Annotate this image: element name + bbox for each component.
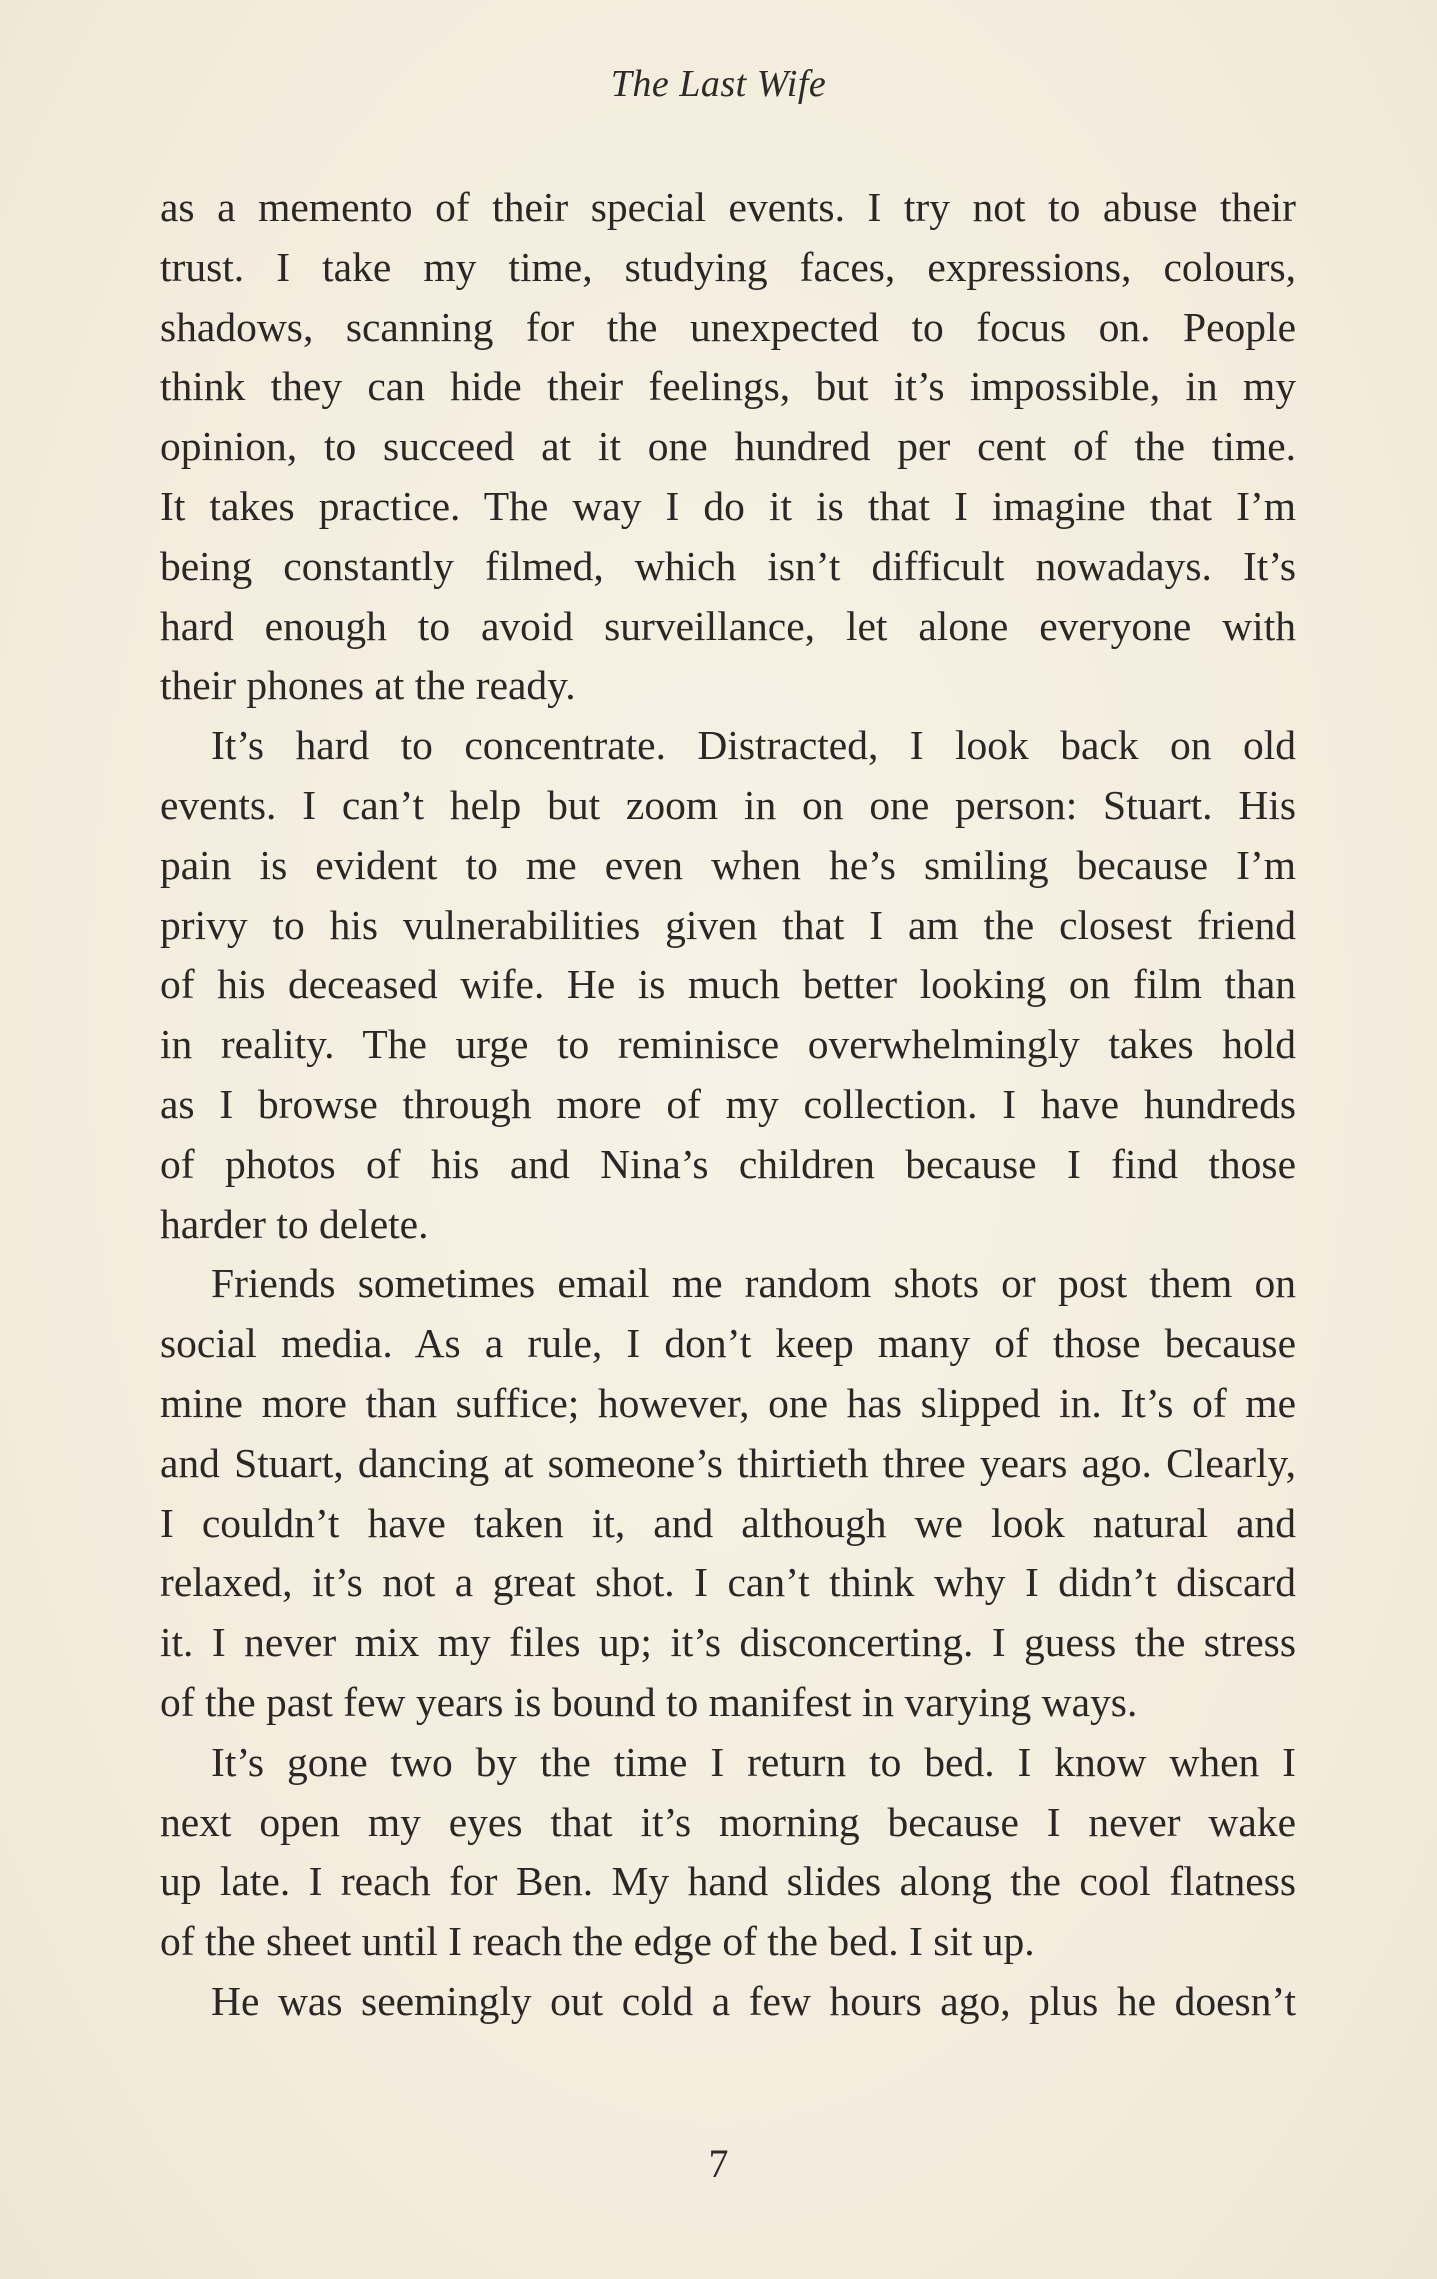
text-line: of the sheet until I reach the edge of the bed. I sit up.	[160, 1918, 1035, 1965]
text-line: of his deceased wife. He is much better looking on film than	[160, 961, 1296, 1008]
text-line: next open my eyes that it’s morning because I never wake	[160, 1798, 1296, 1845]
text-line: I couldn’t have taken it, and although we look natural and	[160, 1499, 1296, 1546]
text-line: in reality. The urge to reminisce overwhelmingly takes hold	[160, 1021, 1296, 1068]
paragraph-5	[160, 1972, 1296, 2032]
text-line: hard enough to avoid surveillance, let alone everyone with	[160, 602, 1296, 649]
text-line: their phones at the ready.	[160, 662, 576, 709]
text-line: relaxed, it’s not a great shot. I can’t think why I didn’t discard	[160, 1559, 1296, 1606]
text-line: It’s hard to concentrate. Distracted, I look back on old	[211, 722, 1296, 769]
text-line: privy to his vulnerabilities given that I am the closest friend	[160, 901, 1296, 948]
text-line: pain is evident to me even when he’s smiling because I’m	[160, 841, 1296, 888]
text-line: It’s gone two by the time I return to bed. I know when I	[211, 1738, 1296, 1785]
text-line: events. I can’t help but zoom in on one person: Stuart. His	[160, 781, 1296, 828]
text-line: He was seemingly out cold a few hours ago, plus he doesn’t	[211, 1977, 1296, 2024]
text-line: being constantly filmed, which isn’t difficult nowadays. It’s	[160, 542, 1296, 589]
text-line: it. I never mix my files up; it’s disconcerting. I guess the stress	[160, 1619, 1296, 1666]
paragraph-3	[160, 1254, 1296, 1732]
text-line: shadows, scanning for the unexpected to focus on. People	[160, 303, 1296, 350]
text-line: of the past few years is bound to manifest in varying ways.	[160, 1678, 1138, 1725]
running-head: The Last Wife	[610, 63, 827, 105]
text-line: harder to delete.	[160, 1200, 429, 1247]
text-line: opinion, to succeed at it one hundred per cent of the time.	[160, 423, 1296, 470]
text-line: think they can hide their feelings, but it’s impossible, in my	[160, 363, 1296, 410]
text-line: as I browse through more of my collection. I have hundreds	[160, 1080, 1296, 1127]
text-line: social media. As a rule, I don’t keep many of those because	[160, 1320, 1296, 1367]
paragraph-2	[160, 716, 1296, 1254]
paragraph-1	[160, 178, 1296, 716]
text-line: trust. I take my time, studying faces, expressions, colours,	[160, 243, 1296, 290]
text-line: Friends sometimes email me random shots or post them on	[211, 1260, 1296, 1307]
text-line: of photos of his and Nina’s children because I find those	[160, 1140, 1296, 1187]
text-line: up late. I reach for Ben. My hand slides along the cool flatness	[160, 1858, 1296, 1905]
text-line: as a memento of their special events. I try not to abuse their	[160, 184, 1296, 230]
paragraph-4	[160, 1733, 1296, 1972]
page-number: 7	[708, 2141, 729, 2186]
text-line: mine more than suffice; however, one has slipped in. It’s of me	[160, 1379, 1296, 1426]
text-line: It takes practice. The way I do it is that I imagine that I’m	[160, 482, 1296, 529]
body-text	[160, 178, 1296, 2032]
text-line: and Stuart, dancing at someone’s thirtieth three years ago. Clearly,	[160, 1439, 1296, 1486]
